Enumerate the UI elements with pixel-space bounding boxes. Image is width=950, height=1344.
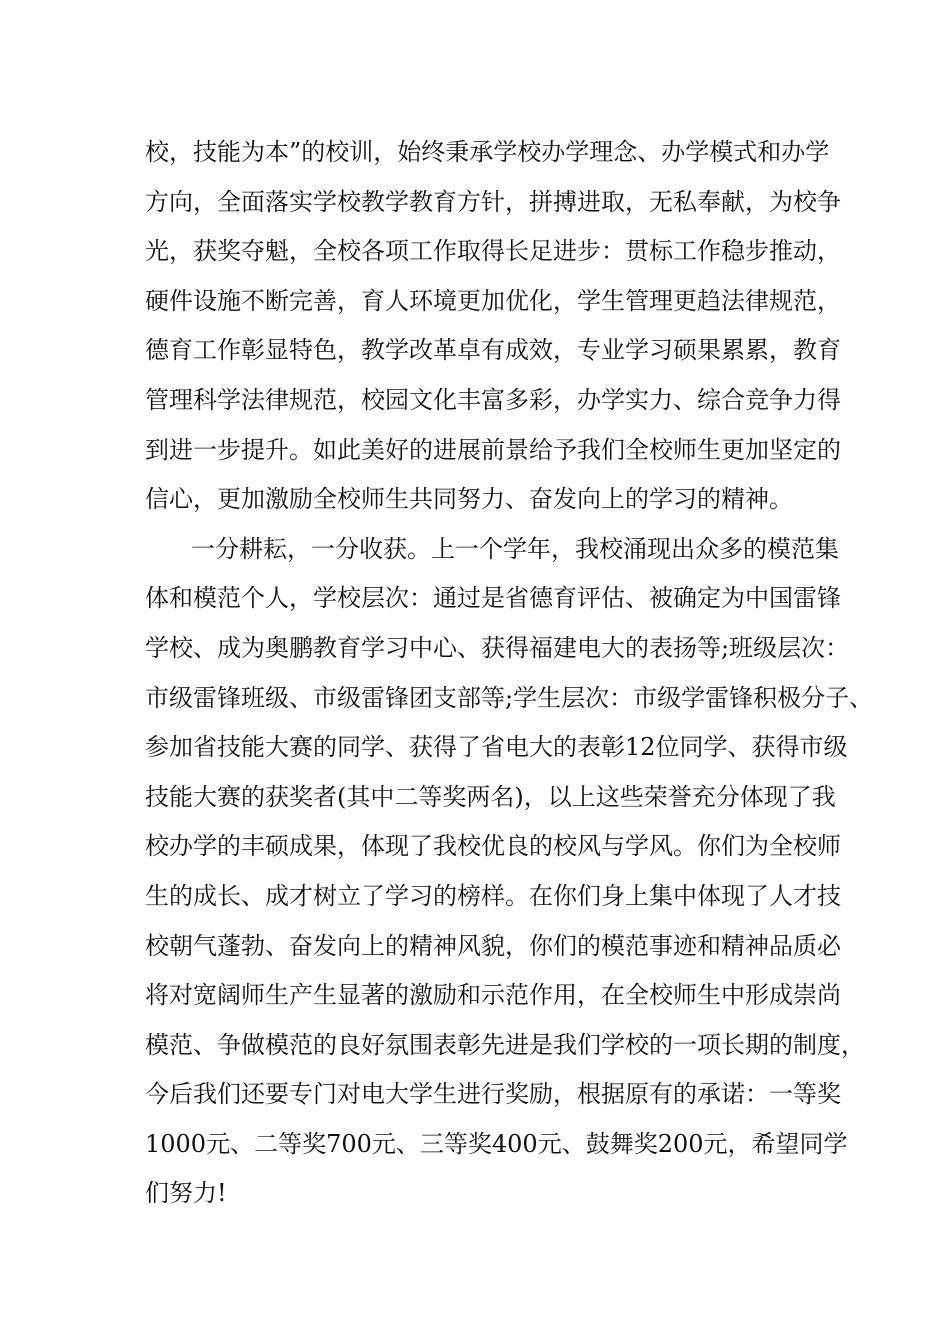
paragraph-1 bbox=[145, 128, 841, 525]
paragraph-line: 生的成长、成才树立了学习的榜样。在你们身上集中体现了人才技 bbox=[145, 881, 841, 910]
paragraph-line: 们努力! bbox=[145, 1179, 227, 1208]
paragraph-line: 校朝气蓬勃、奋发向上的精神风貌，你们的模范事迹和精神品质必 bbox=[145, 931, 841, 960]
paragraph-line: 校，技能为本”的校训，始终秉承学校办学理念、办学模式和办学 bbox=[145, 138, 830, 166]
paragraph-line: 模范、争做模范的良好氛围表彰先进是我们学校的一项长期的制度， bbox=[145, 1030, 865, 1059]
paragraph-line: 光，获奖夺魁，全校各项工作取得长足进步：贯标工作稳步推动， bbox=[145, 237, 841, 266]
paragraph-line: 参加省技能大赛的同学、获得了省电大的表彰12位同学、获得市级 bbox=[145, 733, 848, 762]
paragraph-line: 将对宽阔师生产生显著的激励和示范作用，在全校师生中形成崇尚 bbox=[145, 981, 841, 1010]
paragraph-line: 今后我们还要专门对电大学生进行奖励，根据原有的承诺：一等奖 bbox=[145, 1080, 841, 1109]
paragraph-line: 一分耕耘，一分收获。上一个学年，我校涌现出众多的模范集 bbox=[191, 534, 839, 563]
paragraph-2 bbox=[145, 525, 874, 1219]
paragraph-line: 1000元、二等奖700元、三等奖400元、鼓舞奖200元，希望同学 bbox=[145, 1129, 848, 1158]
paragraph-line: 市级雷锋班级、市级雷锋团支部等;学生层次：市级学雷锋积极分子、 bbox=[145, 683, 874, 712]
paragraph-line: 方向，全面落实学校教学教育方针，拼搏进取，无私奉献，为校争 bbox=[145, 187, 841, 216]
paragraph-line: 学校、成为奥鹏教育学习中心、获得福建电大的表扬等;班级层次： bbox=[145, 633, 850, 662]
paragraph-line: 信心，更加激励全校师生共同努力、奋发向上的学习的精神。 bbox=[145, 485, 793, 514]
paragraph-line: 技能大赛的获奖者(其中二等奖两名)，以上这些荣誉充分体现了我 bbox=[145, 782, 836, 811]
paragraph-line: 到进一步提升。如此美好的进展前景给予我们全校师生更加坚定的 bbox=[145, 435, 841, 464]
paragraph-line: 硬件设施不断完善，育人环境更加优化，学生管理更趋法律规范， bbox=[145, 286, 841, 315]
paragraph-line: 管理科学法律规范，校园文化丰富多彩，办学实力、综合竞争力得 bbox=[145, 385, 841, 414]
paragraph-line: 体和模范个人，学校层次：通过是省德育评估、被确定为中国雷锋 bbox=[145, 584, 841, 613]
paragraph-line: 校办学的丰硕成果，体现了我校优良的校风与学风。你们为全校师 bbox=[145, 832, 841, 861]
paragraph-line: 德育工作彰显特色，教学改革卓有成效，专业学习硕果累累，教育 bbox=[145, 336, 841, 365]
document-body bbox=[145, 128, 874, 1219]
